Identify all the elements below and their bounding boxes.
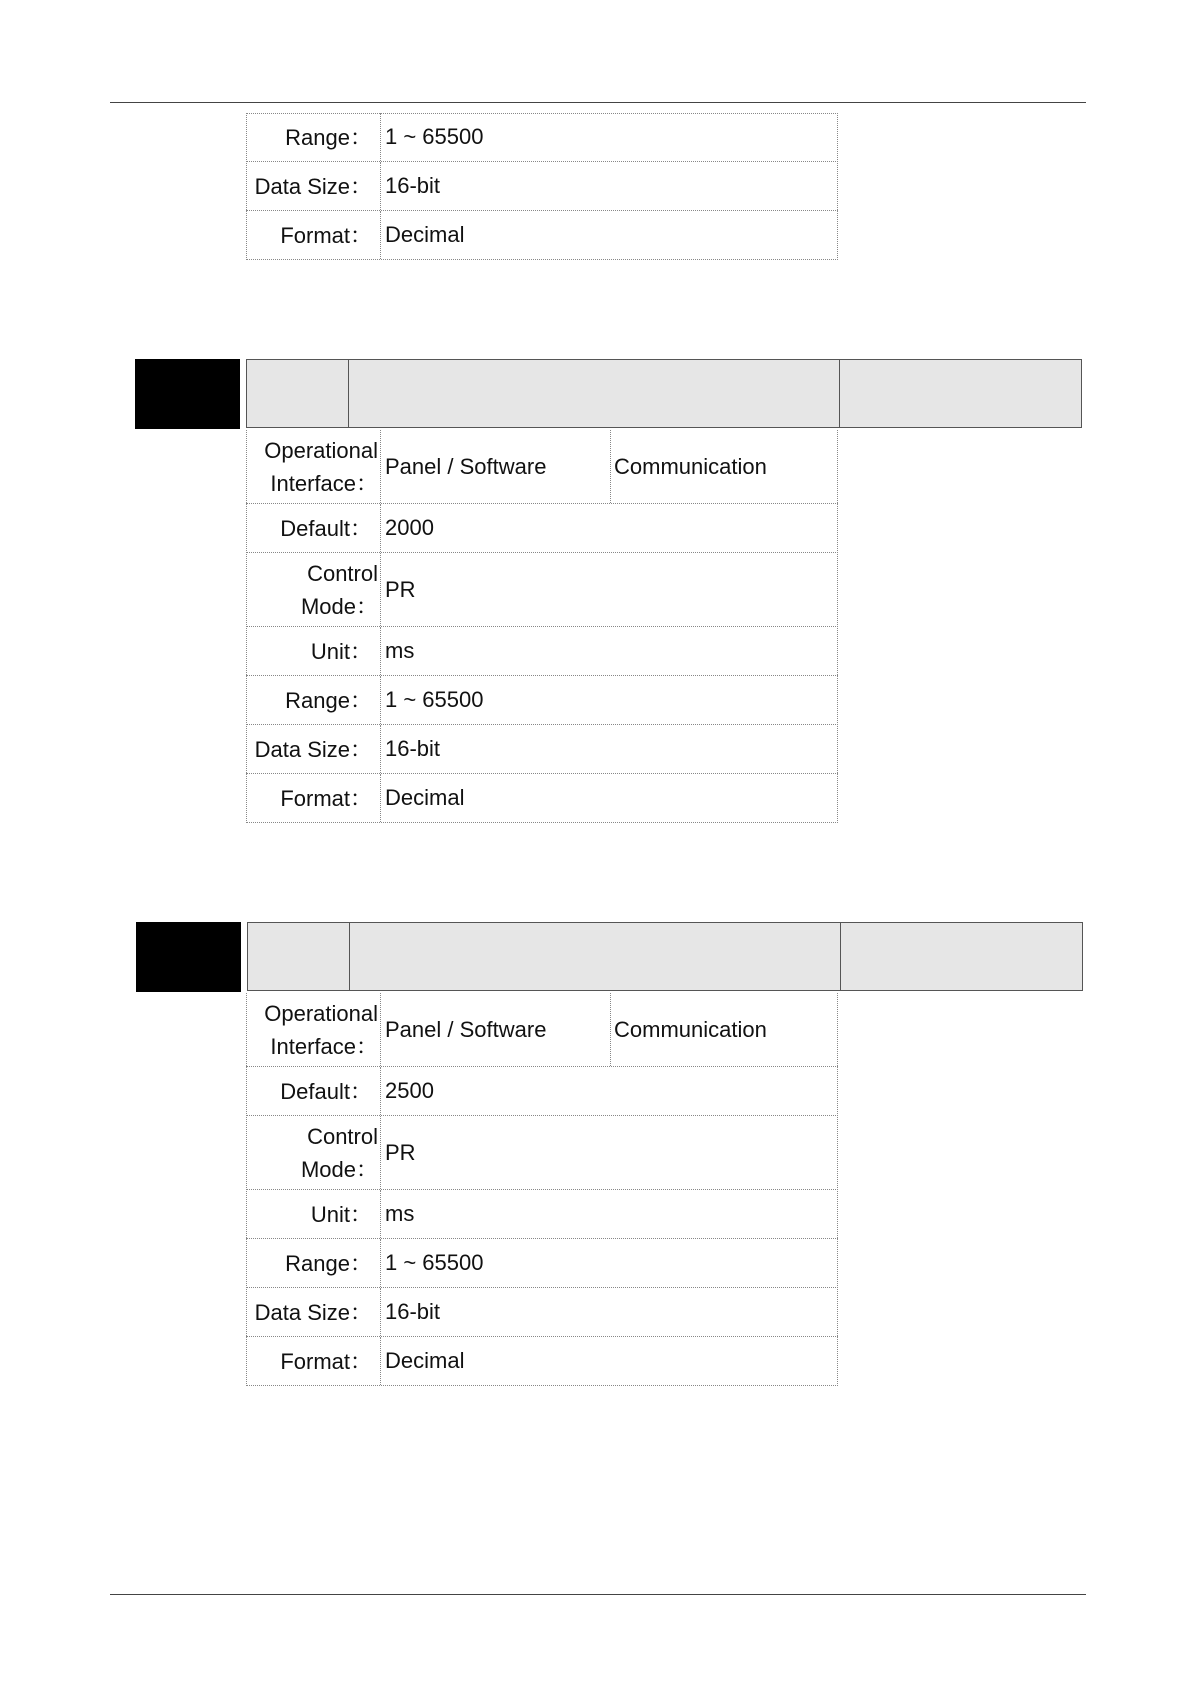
- range-label: Range：: [246, 1239, 381, 1287]
- default-value: 2500: [385, 1078, 434, 1103]
- range-value: 1 ~ 65500: [385, 687, 484, 712]
- unit-label: Unit：: [246, 1190, 381, 1238]
- format-value: Decimal: [385, 1348, 465, 1373]
- operational-interface-row: [246, 430, 838, 504]
- range-value: 1 ~ 65500: [385, 124, 484, 149]
- default-row: [246, 504, 838, 553]
- format-label: Format：: [246, 774, 381, 822]
- param-header-box: [246, 359, 1082, 428]
- default-value: 2000: [385, 515, 434, 540]
- unit-label: Unit：: [246, 627, 381, 675]
- format-value: Decimal: [385, 785, 465, 810]
- param-code-tab: [136, 922, 241, 992]
- param-header-1: [135, 359, 975, 429]
- control-mode-label: Control Mode：: [246, 553, 381, 626]
- control-mode-value: PR: [385, 1139, 416, 1165]
- format-label: Format：: [246, 211, 381, 259]
- operational-interface-label: Operational Interface：: [246, 430, 381, 503]
- data-size-row: [246, 725, 838, 774]
- range-value: 1 ~ 65500: [385, 1250, 484, 1275]
- control-mode-value: PR: [385, 576, 416, 602]
- operational-interface-row: [246, 993, 838, 1067]
- control-mode-row: [246, 1116, 838, 1190]
- data-size-label: Data Size：: [246, 725, 381, 773]
- format-row: [246, 1337, 838, 1386]
- operational-interface-value-comm: Communication: [610, 430, 838, 503]
- format-row: [246, 211, 838, 260]
- unit-value: ms: [385, 638, 415, 663]
- operational-interface-value-comm: Communication: [610, 993, 838, 1066]
- param-header-box: [247, 922, 1083, 991]
- unit-row: [246, 1190, 838, 1239]
- unit-value: ms: [385, 1201, 415, 1226]
- header-rule: [110, 102, 1086, 103]
- range-label: Range：: [246, 676, 381, 724]
- operational-interface-label: Operational Interface：: [246, 993, 381, 1066]
- range-row: [246, 113, 838, 162]
- range-row: [246, 676, 838, 725]
- control-mode-label: Control Mode：: [246, 1116, 381, 1189]
- format-value: Decimal: [385, 222, 465, 247]
- default-label: Default：: [246, 504, 381, 552]
- operational-interface-value-panel: Panel / Software: [385, 453, 547, 479]
- data-size-row: [246, 1288, 838, 1337]
- data-size-value: 16-bit: [385, 1299, 441, 1324]
- footer-rule: [110, 1594, 1086, 1595]
- data-size-row: [246, 162, 838, 211]
- range-row: [246, 1239, 838, 1288]
- default-label: Default：: [246, 1067, 381, 1115]
- data-size-value: 16-bit: [385, 173, 441, 198]
- param-code-tab: [135, 359, 240, 429]
- format-label: Format：: [246, 1337, 381, 1385]
- data-size-label: Data Size：: [246, 162, 381, 210]
- data-size-value: 16-bit: [385, 736, 441, 761]
- data-size-label: Data Size：: [246, 1288, 381, 1336]
- default-row: [246, 1067, 838, 1116]
- param-header-2: [136, 922, 976, 992]
- format-row: [246, 774, 838, 823]
- operational-interface-value-panel: Panel / Software: [385, 1016, 547, 1042]
- range-label: Range：: [246, 113, 381, 161]
- control-mode-row: [246, 553, 838, 627]
- unit-row: [246, 627, 838, 676]
